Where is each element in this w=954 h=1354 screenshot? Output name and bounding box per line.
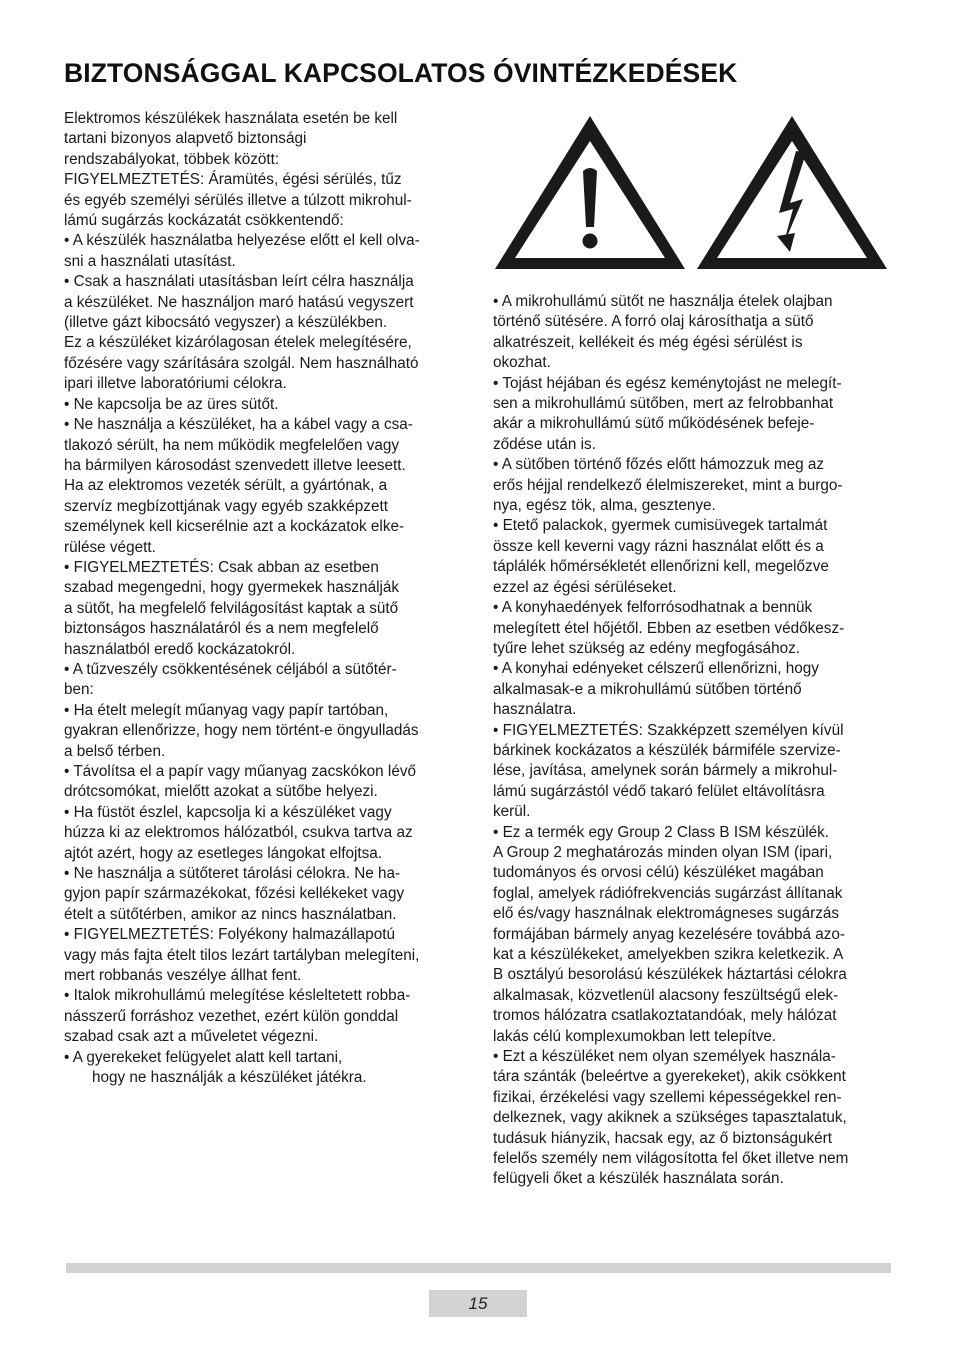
text-line: • A mikrohullámú sütőt ne használja ételek olajban bbox=[493, 293, 833, 310]
text-line: gyakran ellenőrizze, hogy nem történt-e öngyulladás bbox=[64, 722, 419, 740]
text-line: táplálék hőmérsékletét ellenőrizni kell, megelőzve bbox=[493, 558, 829, 576]
text-line: B osztályú besorolású készülékek háztartási célokra bbox=[493, 966, 847, 984]
text-line: FIGYELMEZTETÉS: Áramütés, égési sérülés, tűz bbox=[64, 171, 402, 189]
text-line: • A konyhai edényeket célszerű ellenőrizni, hogy bbox=[493, 660, 819, 678]
text-line: történő sütésére. A forró olaj károsíthatja a sütő bbox=[493, 313, 814, 331]
footer-divider bbox=[66, 1263, 891, 1273]
right-column-text bbox=[493, 292, 893, 1190]
text-line: • Ne használja a készüléket, ha a kábel vagy a csa- bbox=[64, 416, 413, 434]
text-line: szabad megengedni, hogy gyermekek használják bbox=[64, 579, 400, 597]
text-line: használatból eredő kockázatokról. bbox=[64, 640, 296, 658]
text-line: alkalmasak, közvetlenül alacsony feszültségű elek- bbox=[493, 986, 839, 1004]
text-line: • Ha füstöt észlel, kapcsolja ki a készüléket vagy bbox=[64, 803, 392, 821]
text-line: a belső térben. bbox=[64, 742, 166, 760]
text-line: és egyéb személyi sérülés illetve a túlzott mikrohul- bbox=[64, 191, 412, 209]
text-line: fizikai, érzékelési vagy szellemi képességekkel ren- bbox=[493, 1088, 842, 1106]
text-line: tára szánták (beleértve a gyerekeket), akik csökkent bbox=[493, 1068, 846, 1086]
text-line: ételt a sütőtérben, amikor az nincs használatban. bbox=[64, 905, 397, 923]
text-line: alkalmasak-e a mikrohullámú sütőben történő bbox=[493, 680, 802, 698]
text-line: biztonságos használatáról és a nem megfelelő bbox=[64, 620, 379, 638]
text-line: lámú sugárzás kockázatát csökkentendő: bbox=[64, 212, 344, 230]
text-line: sen a mikrohullámú sütőben, mert az felrobbanhat bbox=[493, 395, 834, 413]
text-line: ben: bbox=[64, 681, 94, 699]
text-line: foglal, amelyek rádiófrekvenciás sugárzást állítanak bbox=[493, 884, 843, 902]
text-line: drótcsomókat, mielőtt azokat a sütőbe helyezi. bbox=[64, 783, 378, 801]
text-line: tudományos és orvosi célú) készüléket magában bbox=[493, 864, 824, 882]
text-line: ha bármilyen károsodást szenvedett illetve leesett. bbox=[64, 456, 406, 474]
text-line: (illetve gázt kibocsátó vegyszer) a készülékben. bbox=[64, 314, 388, 332]
text-line: tlakozó sérült, ha nem működik megfelelően vagy bbox=[64, 436, 400, 454]
text-line: tromos hálózatra csatlakoztatandóak, mely hálózat bbox=[493, 1007, 837, 1025]
text-line: kat a készülékeket, amelyekben szikra keletkezik. A bbox=[493, 946, 844, 963]
text-line: • Ezt a készüléket nem olyan személyek használa- bbox=[493, 1048, 836, 1066]
text-line: okozhat. bbox=[493, 354, 551, 372]
text-line: erős héjjal rendelkező élelmiszereket, mint a burgo- bbox=[493, 476, 843, 494]
exclamation-warning-icon bbox=[495, 116, 685, 269]
text-line: • Csak a használati utasításban leírt célra használja bbox=[64, 273, 414, 291]
text-line: • A készülék használatba helyezése előtt el kell olva- bbox=[64, 232, 420, 250]
text-line: ajtót azért, hogy az esetleges lángokat elfojtsa. bbox=[64, 844, 383, 862]
text-line: Ha az elektromos vezeték sérült, a gyártónak, a bbox=[64, 477, 388, 495]
text-line: • FIGYELMEZTETÉS: Folyékony halmazállapotú bbox=[64, 926, 395, 944]
text-line: tartani bizonyos alapvető biztonsági bbox=[64, 130, 307, 148]
text-line: • Italok mikrohullámú melegítése késleltetett robba- bbox=[64, 987, 411, 1005]
text-line: hogy ne használják a készüléket játékra. bbox=[92, 1069, 367, 1087]
text-line: használatra. bbox=[493, 701, 577, 719]
text-line: ezzel az égési sérüléseket. bbox=[493, 578, 677, 596]
text-line: ipari illetve laboratóriumi célokra. bbox=[64, 375, 287, 393]
text-line: • FIGYELMEZTETÉS: Csak abban az esetben bbox=[64, 558, 379, 576]
text-line: lámú sugárzástól védő takaró felület eltávolításra bbox=[493, 782, 825, 800]
text-line: ződése után is. bbox=[493, 435, 596, 453]
text-line: felügyeli őket a készülék használata során. bbox=[493, 1170, 784, 1188]
text-line: • Tojást héjában és egész keménytojást ne melegít- bbox=[493, 374, 842, 392]
text-line: vagy más fajta ételt tilos lezárt tartályban melegíteni, bbox=[64, 946, 420, 964]
warning-signs bbox=[494, 115, 888, 270]
text-line: • A gyerekeket felügyelet alatt kell tartani, bbox=[64, 1048, 343, 1066]
text-line: lakás célú komplexumokban lett telepítve. bbox=[493, 1027, 777, 1045]
text-line: • Ha ételt melegít műanyag vagy papír tartóban, bbox=[64, 701, 389, 719]
text-line: elő és/vagy használnak elektromágneses sugárzás bbox=[493, 905, 840, 923]
text-line: • Távolítsa el a papír vagy műanyag zacskókon lévő bbox=[64, 763, 416, 780]
text-line: sni a használati utasítást. bbox=[64, 252, 236, 270]
text-line: bárkinek kockázatos a készülék bármiféle szervize- bbox=[493, 741, 841, 759]
text-line: • A sütőben történő főzés előtt hámozzuk meg az bbox=[493, 456, 825, 474]
text-line: kerül. bbox=[493, 803, 531, 821]
text-line: húzza ki az elektromos hálózatból, csukva tartva az bbox=[64, 824, 413, 842]
text-line: násszerű forráshoz vezethet, ezért külön gonddal bbox=[64, 1007, 399, 1025]
text-line: a sütőt, ha megfelelő felvilágosítást kaptak a sütő bbox=[64, 599, 399, 617]
text-line: • A konyhaedények felforrósodhatnak a bennük bbox=[493, 599, 813, 617]
text-line: rendszabályokat, többek között: bbox=[64, 150, 280, 168]
high-voltage-warning-icon bbox=[697, 116, 887, 269]
text-line: • Etető palackok, gyermek cumisüvegek tartalmát bbox=[493, 517, 828, 535]
text-line: • Ez a termék egy Group 2 Class B ISM készülék. bbox=[493, 823, 830, 841]
text-line: össze kell keverni vagy rázni használat előtt és a bbox=[493, 537, 824, 555]
text-line: • Ne használja a sütőteret tárolási célokra. Ne ha- bbox=[64, 865, 401, 883]
text-line: alkatrészeit, kellékeit és még égési sérülést is bbox=[493, 333, 803, 351]
text-line: formájában bármely anyag kezelésére továbbá azo- bbox=[493, 925, 846, 943]
text-line: • A tűzveszély csökkentésének céljából a sütőtér- bbox=[64, 660, 397, 678]
text-line: gyjon papír származékokat, főzési kellékeket vagy bbox=[64, 885, 405, 903]
text-line: lése, javítása, amelynek során bármely a mikrohul- bbox=[493, 762, 838, 780]
text-line: • FIGYELMEZTETÉS: Szakképzett személyen kívül bbox=[493, 721, 844, 739]
text-line: A Group 2 meghatározás minden olyan ISM (ipari, bbox=[493, 843, 833, 861]
text-line: delkeznek, vagy akiknek a szükséges tapasztalatuk, bbox=[493, 1109, 847, 1127]
text-line: Elektromos készülékek használata esetén be kell bbox=[64, 110, 398, 127]
text-line: nya, egész tök, alma, gesztenye. bbox=[493, 497, 716, 515]
text-line: tudásuk hiányzik, hacsak egy, az ő biztonságukért bbox=[493, 1129, 832, 1147]
text-line: • Ne kapcsolja be az üres sütőt. bbox=[64, 395, 279, 413]
text-line: akár a mikrohullámú sütő működésének befeje- bbox=[493, 415, 815, 433]
text-line: mert robbanás veszélye állhat fent. bbox=[64, 967, 302, 985]
text-line: a készüléket. Ne használjon maró hatású vegyszert bbox=[64, 293, 414, 311]
left-column-text bbox=[64, 109, 464, 1089]
text-line: szervíz megbízottjának vagy egyéb szakképzett bbox=[64, 497, 388, 515]
text-line: tyűre lehet szükség az edény megfogásához. bbox=[493, 639, 800, 657]
text-line: szabad csak azt a műveletet végezni. bbox=[64, 1028, 319, 1046]
text-line: felelős személy nem világosította fel őket illetve nem bbox=[493, 1150, 849, 1168]
text-line: melegített étel hőjétől. Ebben az esetben védőkesz- bbox=[493, 619, 845, 637]
text-line: rülése végett. bbox=[64, 538, 156, 556]
text-line: főzésére vagy szárítására szolgál. Nem használható bbox=[64, 354, 419, 372]
text-line: személynek kell kicserélnie azt a kockázatok elke- bbox=[64, 518, 405, 536]
page-title: BIZTONSÁGGAL KAPCSOLATOS ÓVINTÉZKEDÉSEK bbox=[64, 58, 738, 88]
text-line: Ez a készüléket kizárólagosan ételek melegítésére, bbox=[64, 334, 412, 352]
page-number: 15 bbox=[429, 1290, 527, 1317]
